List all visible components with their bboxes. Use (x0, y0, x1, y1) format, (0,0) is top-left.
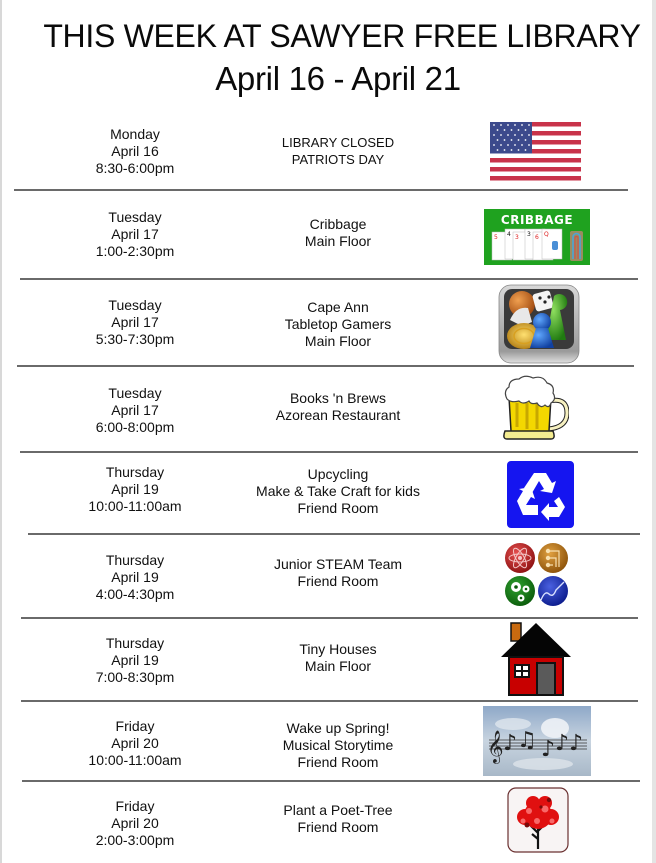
event-day: Monday (110, 126, 160, 142)
row-divider (14, 189, 628, 191)
event-date: April 19 (111, 652, 159, 668)
event-date: April 20 (111, 735, 159, 751)
svg-text:♪: ♪ (503, 731, 518, 756)
event-date: April 17 (111, 314, 159, 330)
event-date: April 16 (111, 143, 159, 159)
svg-text:4: 4 (507, 231, 511, 238)
event-details (228, 720, 448, 771)
event-details (228, 390, 448, 424)
event-day: Friday (115, 798, 155, 814)
event-when (55, 297, 215, 348)
cribbage-cards-icon (484, 209, 590, 265)
svg-text:♪: ♪ (541, 737, 556, 762)
svg-text:6: 6 (535, 234, 539, 241)
svg-text:♪: ♪ (555, 731, 570, 756)
event-time: 4:00-4:30pm (95, 586, 175, 602)
event-day: Tuesday (108, 209, 162, 225)
event-time: 10:00-11:00am (88, 498, 182, 514)
svg-text:3: 3 (527, 231, 531, 238)
event-details (228, 466, 448, 517)
row-divider (21, 700, 638, 702)
row-divider (28, 533, 640, 535)
recycle-icon (507, 461, 574, 528)
event-line: Azorean Restaurant (275, 407, 401, 423)
event-line: Musical Storytime (282, 737, 394, 753)
steam-science-icon (504, 542, 570, 608)
event-time: 2:00-3:00pm (95, 832, 175, 848)
event-line: Upcycling (307, 466, 369, 482)
event-date: April 20 (111, 815, 159, 831)
event-details (228, 134, 448, 168)
event-date: April 19 (111, 481, 159, 497)
event-line: Plant a Poet-Tree (283, 802, 393, 818)
event-when (55, 126, 215, 177)
event-line: LIBRARY CLOSED (281, 135, 395, 150)
event-when (55, 635, 215, 686)
event-line: Books 'n Brews (289, 390, 387, 406)
page-left-edge (0, 0, 2, 863)
row-divider (20, 278, 638, 280)
event-line: Friend Room (297, 754, 379, 770)
cribbage-icon-label: CRIBBAGE (500, 213, 574, 227)
row-divider (22, 780, 640, 782)
event-when (55, 464, 215, 515)
red-tree-icon (507, 787, 569, 853)
event-details (228, 216, 448, 250)
svg-text:♫: ♫ (517, 728, 537, 753)
event-details (228, 299, 448, 350)
event-line: Tiny Houses (299, 641, 377, 657)
event-when (55, 798, 215, 849)
event-time: 7:00-8:30pm (95, 669, 175, 685)
event-date: April 19 (111, 569, 159, 585)
svg-text:𝄞: 𝄞 (487, 730, 504, 763)
svg-text:Q: Q (544, 231, 549, 238)
beer-mug-icon (503, 375, 569, 443)
date-range: April 16 - April 21 (215, 60, 461, 97)
event-date: April 17 (111, 402, 159, 418)
event-day: Thursday (105, 552, 165, 568)
event-line: PATRIOTS DAY (291, 152, 385, 167)
event-date: April 17 (111, 226, 159, 242)
event-line: Cribbage (309, 216, 367, 232)
event-time: 1:00-2:30pm (95, 243, 175, 259)
event-line: Cape Ann (307, 299, 369, 315)
row-divider (20, 451, 638, 453)
svg-text:3: 3 (515, 234, 519, 241)
american-flag-icon (490, 122, 581, 181)
event-time: 8:30-6:00pm (95, 160, 175, 176)
page-right-edge (652, 0, 656, 863)
board-game-pieces-icon (498, 284, 580, 364)
event-line: Friend Room (297, 819, 379, 835)
event-day: Friday (115, 718, 155, 734)
event-line: Main Floor (304, 333, 372, 349)
row-divider (17, 365, 634, 367)
row-divider (21, 617, 638, 619)
event-line: Main Floor (304, 658, 372, 674)
event-details (228, 802, 448, 836)
event-day: Tuesday (108, 297, 162, 313)
music-notes-icon (483, 706, 591, 776)
event-when (55, 552, 215, 603)
event-line: Wake up Spring! (286, 720, 390, 736)
house-icon (499, 621, 573, 697)
event-line: Junior STEAM Team (273, 556, 403, 572)
event-when (55, 209, 215, 260)
event-when (55, 385, 215, 436)
event-line: Main Floor (304, 233, 372, 249)
svg-text:5: 5 (494, 234, 498, 241)
event-details (228, 556, 448, 590)
event-day: Thursday (105, 464, 165, 480)
event-line: Tabletop Gamers (284, 316, 392, 332)
page-title: THIS WEEK AT SAWYER FREE LIBRARY (43, 18, 641, 54)
event-time: 10:00-11:00am (88, 752, 182, 768)
event-details (228, 641, 448, 675)
event-day: Thursday (105, 635, 165, 651)
event-time: 6:00-8:00pm (95, 419, 175, 435)
svg-text:♪: ♪ (569, 731, 584, 756)
event-when (55, 718, 215, 769)
event-time: 5:30-7:30pm (95, 331, 175, 347)
event-day: Tuesday (108, 385, 162, 401)
event-line: Friend Room (297, 573, 379, 589)
event-line: Make & Take Craft for kids (256, 483, 420, 499)
event-line: Friend Room (297, 500, 379, 516)
